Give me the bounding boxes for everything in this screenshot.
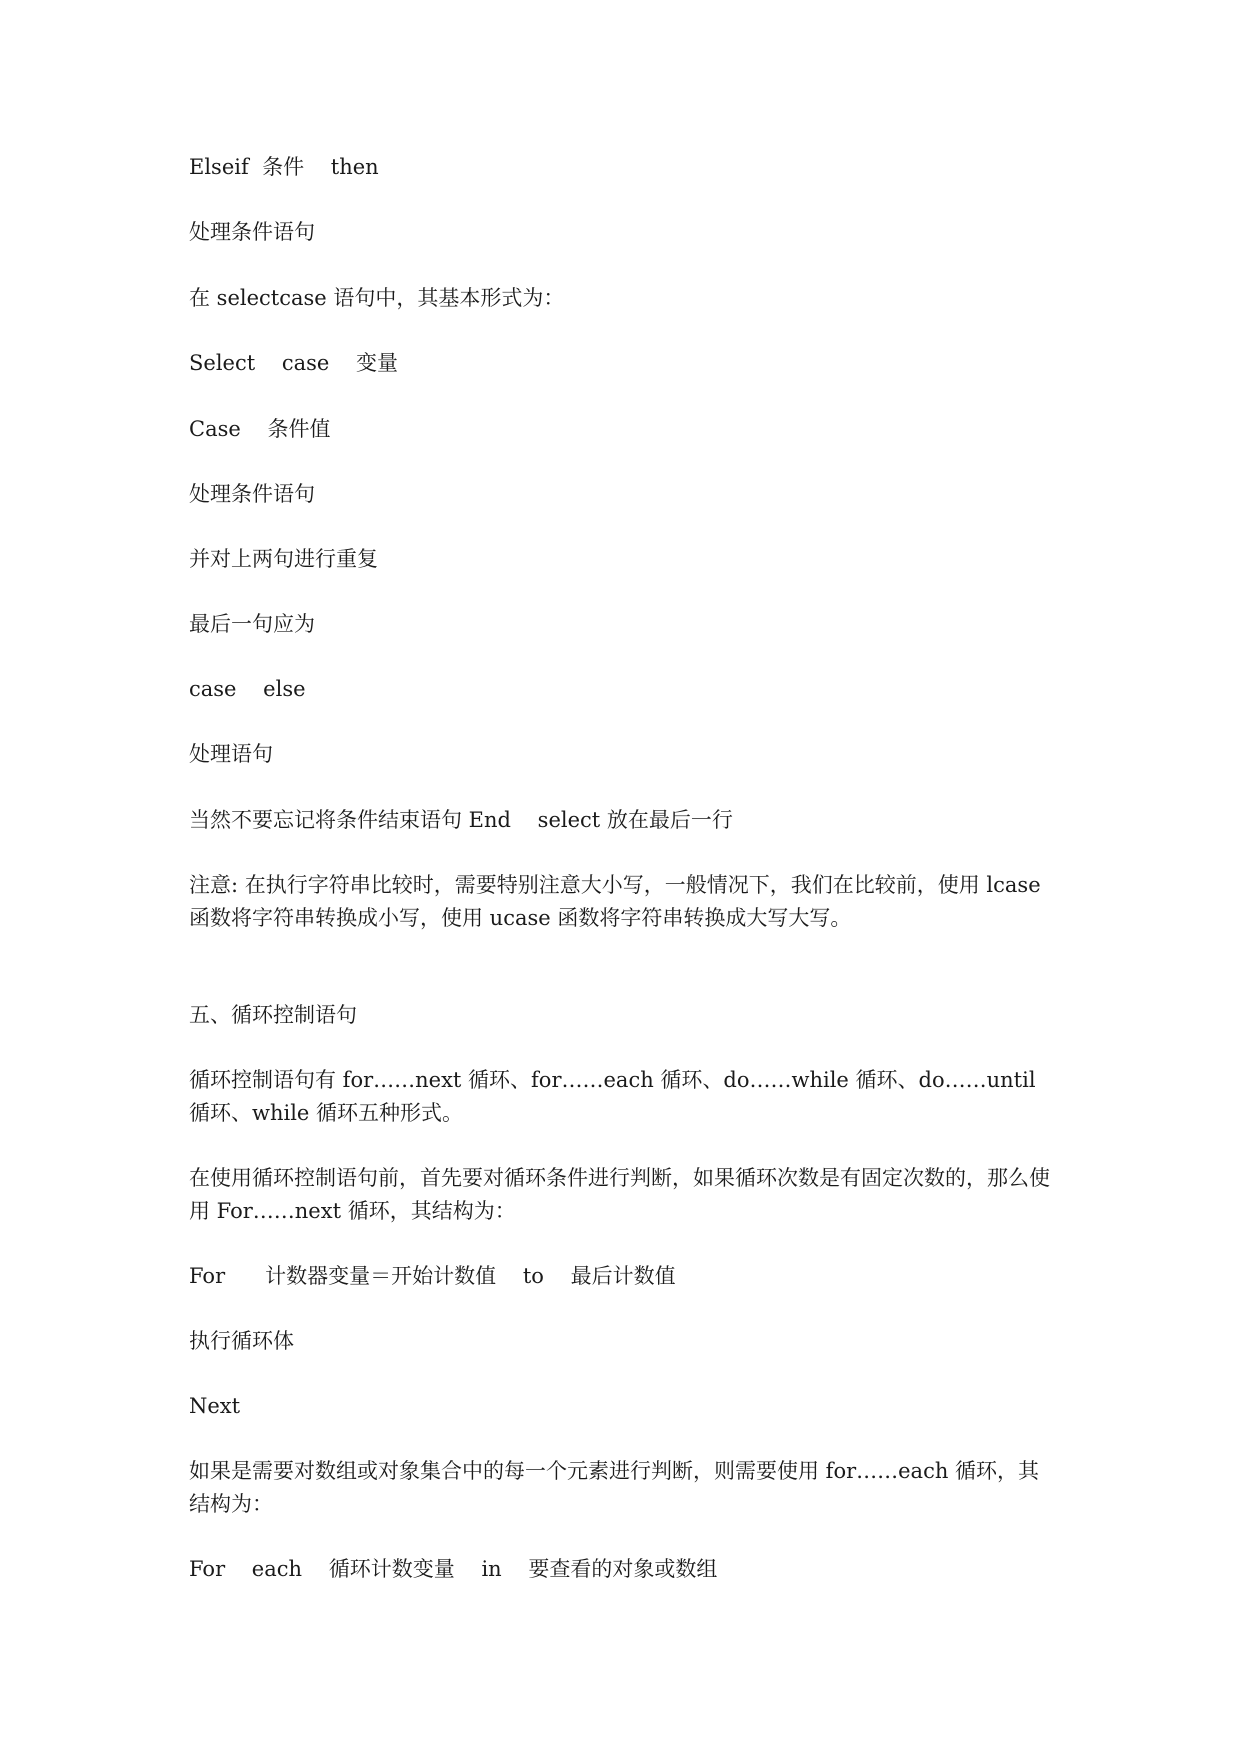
paragraph: 循环控制语句有 for……next 循环、for……each 循环、do……while 循环、do……until 循环、while 循环五种形式。 [189,1068,1043,1125]
paragraph: Select case 变量 [189,351,399,375]
code-line: 执行循环体 [189,1329,294,1353]
paragraph: case else [189,677,306,701]
paragraph: 并对上两句进行重复 [189,547,378,571]
paragraph: 处理条件语句 [189,220,315,244]
code-line: Next [189,1394,241,1418]
code-line: For 计数器变量＝开始计数值 to 最后计数值 [189,1264,676,1288]
paragraph: 当然不要忘记将条件结束语句 End select 放在最后一行 [189,808,733,832]
paragraph: 处理条件语句 [189,482,315,506]
code-line: For each 循环计数变量 in 要查看的对象或数组 [189,1557,718,1581]
paragraph: 在 selectcase 语句中，其基本形式为： [189,286,565,310]
paragraph: 在使用循环控制语句前，首先要对循环条件进行判断，如果循环次数是有固定次数的，那么使用 For……next 循环，其结构为： [189,1166,1050,1223]
section-heading: 五、循环控制语句 [189,1003,357,1027]
paragraph: 如果是需要对数组或对象集合中的每一个元素进行判断，则需要使用 for……each 循环，其结构为： [189,1459,1040,1516]
note-paragraph: 注意: 在执行字符串比较时，需要特别注意大小写，一般情况下，我们在比较前，使用 lcase 函数将字符串转换成小写，使用 ucase 函数将字符串转换成大写大写。 [189,873,1048,930]
paragraph: 最后一句应为 [189,612,315,636]
paragraph: Elseif 条件 then [189,155,379,179]
paragraph: Case 条件值 [189,417,331,441]
paragraph: 处理语句 [189,742,273,766]
